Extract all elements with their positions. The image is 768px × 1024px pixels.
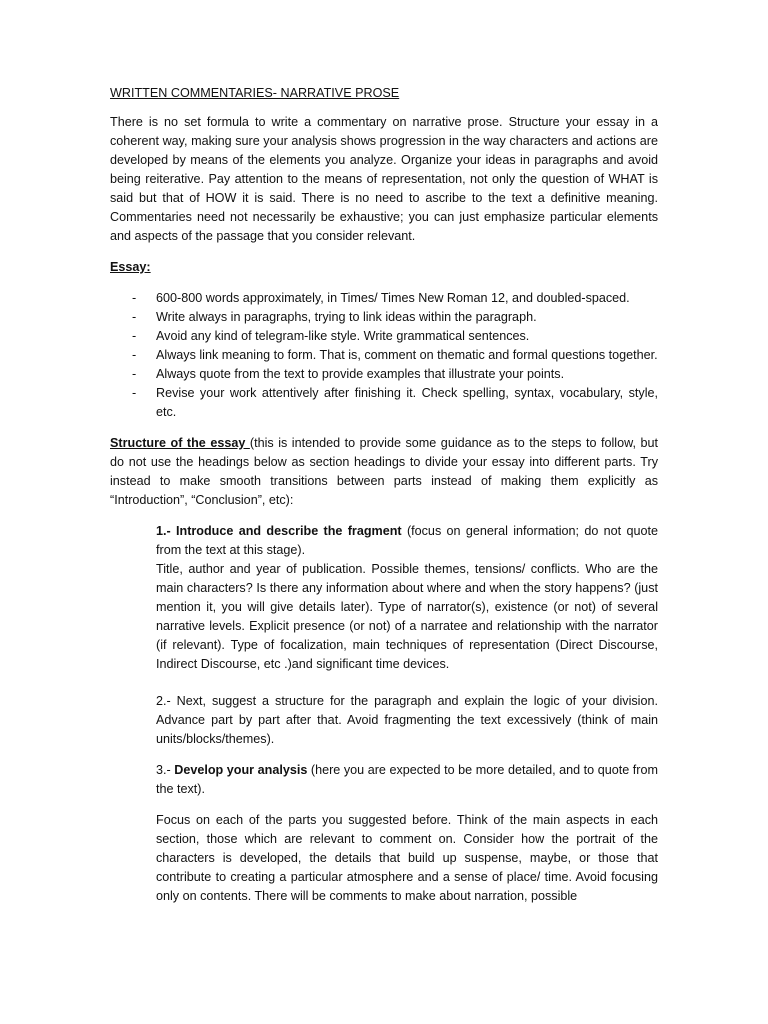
structure-text: (this is intended to provide some guidance as to the steps to follow, but do not use the headings below as section headings to divide your essay into different parts. Try instead to make smooth transitions between parts instead of making them explicitly as “Introduction”, “Conclusion”, etc):	[110, 436, 659, 507]
list-item	[110, 289, 658, 308]
step-1-details: Title, author and year of publication. Possible themes, tensions/ conflicts. Who are the main characters? Is there any information about where and when the story happens? (just mention it, you will give details later). Type of narrator(s), existence (or not) of several narrative levels. Explicit presence (or not) of a narratee and relationship with the narrator (if relevant). Type of focalization, main techniques of representation (Direct Discourse, Indirect Discourse, etc .)and significant time devices.	[156, 562, 658, 671]
structure-heading: Structure of the essay	[110, 436, 250, 450]
dash-bullet: -	[132, 291, 137, 305]
step-3-note: (here you are expected to be more detailed, and to quote from the text).	[156, 763, 658, 796]
document-body	[110, 84, 658, 906]
list-item	[110, 384, 658, 422]
step-3-prefix: 3.-	[156, 763, 175, 777]
essay-heading: Essay:	[110, 260, 151, 274]
steps-section	[156, 522, 658, 906]
step-3	[156, 761, 658, 799]
bullet-text: Always link meaning to form. That is, comment on thematic and formal questions together.	[156, 348, 658, 362]
list-item	[110, 308, 658, 327]
step-1-label: 1.- Introduce and describe the fragment	[156, 524, 402, 538]
step-3-intro	[156, 761, 658, 799]
intro-paragraph: There is no set formula to write a commentary on narrative prose. Structure your essay in a coherent way, making sure your analysis shows progression in the way characters and actions are developed by means of the elements you analyze. Organize your ideas in paragraphs and avoid being reiterative. Pay attention to the means of representation, not only the question of WHAT is said but that of HOW it is said. There is no need to ascribe to the text a definitive meaning. Commentaries need not necessarily be exhaustive; you can just emphasize particular elements and aspects of the passage that you consider relevant.	[110, 115, 658, 243]
dash-bullet: -	[132, 329, 137, 343]
bullet-text: Avoid any kind of telegram-like style. Write grammatical sentences.	[156, 329, 530, 343]
bullet-text: Always quote from the text to provide examples that illustrate your points.	[156, 367, 565, 381]
bullet-text: Revise your work attentively after finishing it. Check spelling, syntax, vocabulary, style, etc.	[156, 386, 658, 419]
dash-bullet: -	[132, 310, 137, 324]
step-1	[156, 522, 658, 674]
list-item	[110, 327, 658, 346]
step-1-note: (focus on general information; do not quote from the text at this stage).	[156, 524, 658, 557]
document-title: WRITTEN COMMENTARIES- NARRATIVE PROSE	[110, 86, 400, 100]
step-2	[156, 692, 658, 749]
dash-bullet: -	[132, 386, 137, 400]
essay-bullet-list	[110, 289, 658, 422]
step-3-label: Develop your analysis	[174, 763, 308, 777]
dash-bullet: -	[132, 348, 137, 362]
structure-paragraph	[110, 434, 658, 510]
step-2-text: 2.- Next, suggest a structure for the paragraph and explain the logic of your division. Advance part by part after that. Avoid fragmenting the text excessively (think of main units/blocks/themes).	[156, 694, 658, 746]
list-item	[110, 346, 658, 365]
bullet-text: 600-800 words approximately, in Times/ Times New Roman 12, and doubled-spaced.	[156, 291, 630, 305]
list-item	[110, 365, 658, 384]
step-3-details: Focus on each of the parts you suggested before. Think of the main aspects in each section, those which are relevant to comment on. Consider how the portrait of the characters is developed, the details that build up suspense, maybe, or those that contribute to creating a particular atmosphere and a sense of place/ time. Avoid focusing only on contents. There will be comments to make about narration, possible	[156, 813, 658, 903]
dash-bullet: -	[132, 367, 137, 381]
step-1-intro	[156, 522, 658, 560]
bullet-text: Write always in paragraphs, trying to link ideas within the paragraph.	[156, 310, 537, 324]
